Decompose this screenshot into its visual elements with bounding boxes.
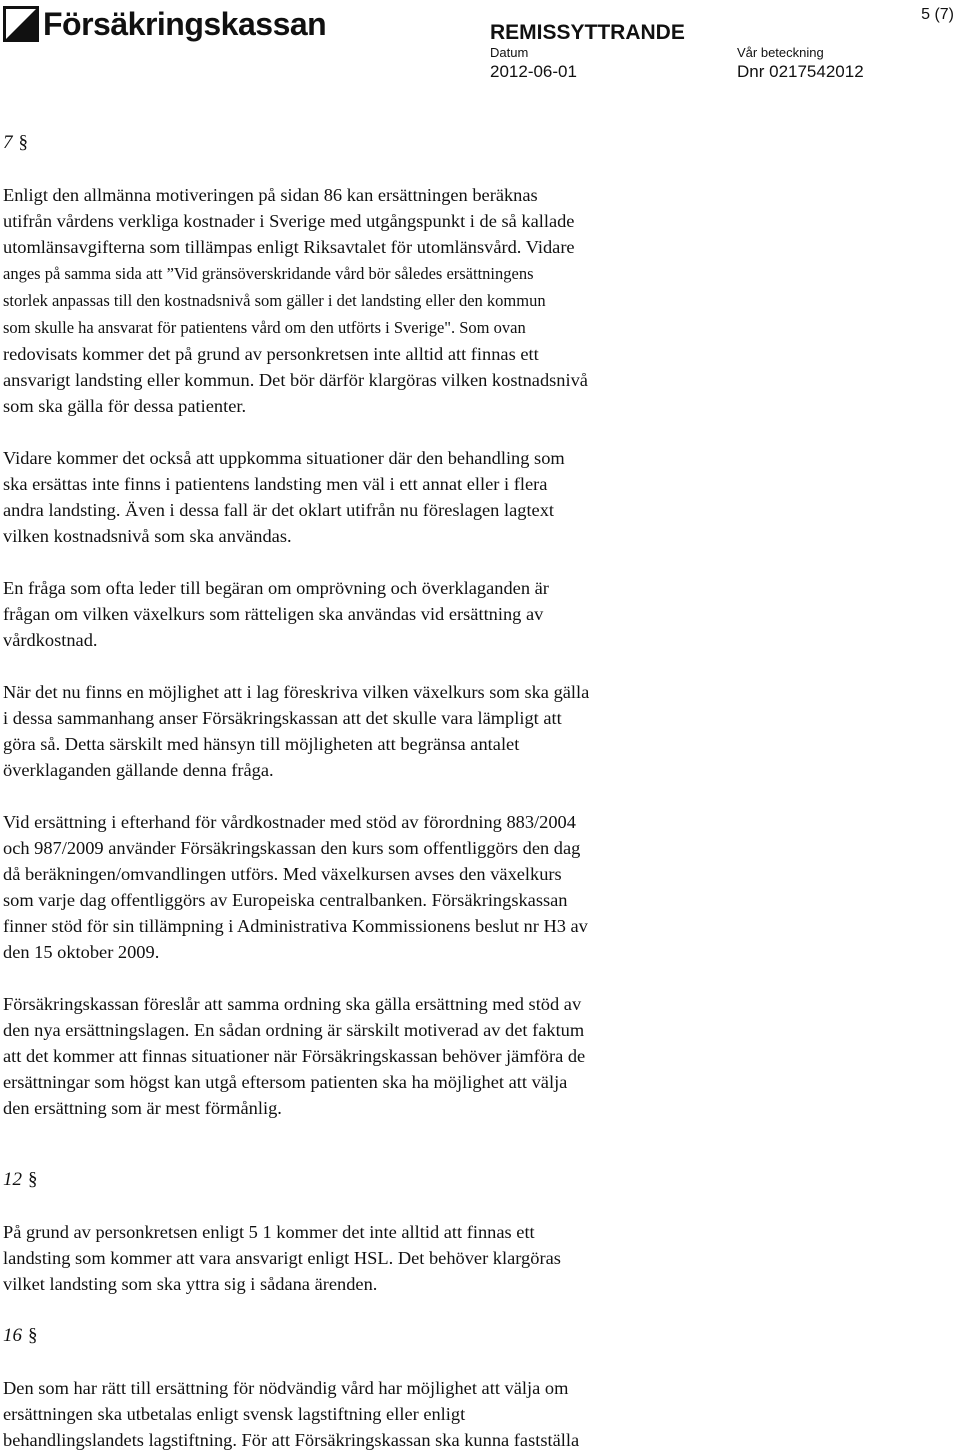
date-value: 2012-06-01 [490,62,577,81]
text-line: behandlingslandets lagstiftning. För att Försäkringskassan ska kunna fastställa [3,1430,580,1450]
paragraph [3,1375,948,1453]
text-line: vårdkostnad. [3,630,98,650]
text-line: ansvarigt landsting eller kommun. Det bör därför klargöras vilken kostnadsnivå [3,370,588,390]
section-12 [3,1167,948,1297]
section-number: 7 [3,132,13,153]
paragraph [3,679,948,783]
text-line: Enligt den allmänna motiveringen på sidan 86 kan ersättningen beräknas [3,185,538,205]
text-line: och 987/2009 använder Försäkringskassan den kurs som offentliggörs den dag [3,838,581,858]
paragraph [3,445,948,549]
text-line: som varje dag offentliggörs av Europeiska centralbanken. Försäkringskassan [3,890,568,910]
text-line: vilket landsting som ska yttra sig i sådana ärenden. [3,1274,378,1294]
text-line: som skulle ha ansvarat för patientens vård om den utförts i Sverige". Som ovan [3,318,526,337]
section-number: 12 [3,1169,22,1190]
text-line: landsting som kommer att vara ansvarigt enligt HSL. Det behöver klargöras [3,1248,561,1268]
section-number: 16 [3,1325,22,1346]
paragraph [3,991,948,1121]
paragraph [3,1219,948,1297]
text-line: ersättningar som högst kan utgå eftersom patienten ska ha möjlighet att välja [3,1072,568,1092]
text-line: i dessa sammanhang anser Försäkringskassan att det skulle vara lämpligt att [3,708,562,728]
section-heading [3,1323,948,1349]
date-label: Datum [490,45,529,60]
paragraph [3,575,948,653]
logo [3,4,326,44]
text-line: anges på samma sida att ”Vid gränsöverskridande vård bör således ersättningens [3,264,534,283]
text-line: På grund av personkretsen enligt 5 1 kommer det inte alltid att finnas ett [3,1222,535,1242]
text-line: Försäkringskassan föreslår att samma ordning ska gälla ersättning med stöd av [3,994,582,1014]
forsakringskassan-logo-icon [3,6,39,42]
text-line: den nya ersättningslagen. En sådan ordning är särskilt motiverad av det faktum [3,1020,585,1040]
text-line: Vidare kommer det också att uppkomma situationer där den behandling som [3,448,565,468]
logo-text: Försäkringskassan [43,6,327,42]
section-heading [3,1167,948,1193]
text-line: som ska gälla för dessa patienter. [3,396,247,416]
text-line: storlek anpassas till den kostnadsnivå som gäller i det landsting eller den kommun [3,291,546,310]
text-line: ersättningen ska utbetalas enligt svensk lagstiftning eller enligt [3,1404,466,1424]
page-number: 5 (7) [921,6,954,23]
section-7 [3,130,948,1121]
section-16 [3,1323,948,1453]
paragraph [3,809,948,965]
text-line: den ersättning som är mest förmånlig. [3,1098,282,1118]
text-line: finner stöd för sin tillämpning i Administrativa Kommissionens beslut nr H3 av [3,916,588,936]
section-heading [3,130,948,156]
text-line: frågan om vilken växelkurs som rätteligen ska användas vid ersättning av [3,604,544,624]
document-type: REMISSYTTRANDE [490,21,685,44]
text-line: redovisats kommer det på grund av personkretsen inte alltid att finnas ett [3,344,539,364]
text-line: utomlänsavgifterna som tillämpas enligt Riksavtalet för utomlänsvård. Vidare [3,237,575,257]
text-line: överklaganden gällande denna fråga. [3,760,274,780]
section-sign: § [28,1169,38,1190]
text-line: den 15 oktober 2009. [3,942,160,962]
section-sign: § [18,132,28,153]
text-line: ska ersättas inte finns i patientens landsting men väl i ett annat eller i flera [3,474,548,494]
text-line: När det nu finns en möjlighet att i lag föreskriva vilken växelkurs som ska gälla [3,682,590,702]
document-body [3,130,948,1453]
text-line: Vid ersättning i efterhand för vårdkostnader med stöd av förordning 883/2004 [3,812,576,832]
reference-label: Vår beteckning [737,45,824,60]
text-line: andra landsting. Även i dessa fall är det oklart utifrån nu föreslagen lagtext [3,500,555,520]
text-line: då beräkningen/omvandlingen utförs. Med växelkursen avses den växelkurs [3,864,562,884]
text-line: utifrån vårdens verkliga kostnader i Sverige med utgångspunkt i de så kallade [3,211,575,231]
text-line: göra så. Detta särskilt med hänsyn till möjligheten att begränsa antalet [3,734,520,754]
text-line: Den som har rätt till ersättning för nödvändig vård har möjlighet att välja om [3,1378,569,1398]
paragraph [3,182,948,419]
text-line: att det kommer att finnas situationer när Försäkringskassan behöver jämföra de [3,1046,586,1066]
text-line: En fråga som ofta leder till begäran om omprövning och överklaganden är [3,578,549,598]
section-sign: § [28,1325,38,1346]
text-line: vilken kostnadsnivå som ska användas. [3,526,292,546]
reference-value: Dnr 0217542012 [737,62,864,81]
